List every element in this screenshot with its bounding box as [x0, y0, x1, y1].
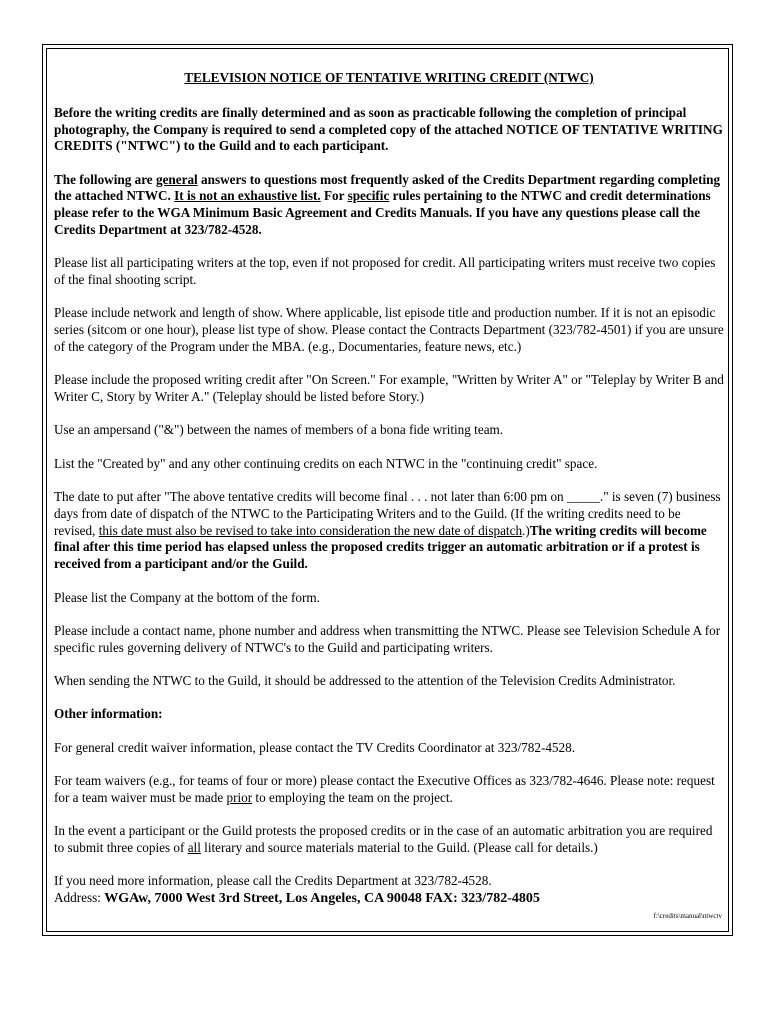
protest-text-1: In the event a participant or the Guild protests the proposed credits or in the case of an automatic arbitration you are required to submit three copies of [54, 822, 713, 855]
faq-underline-general: general [155, 171, 198, 187]
document-title: TELEVISION NOTICE OF TENTATIVE WRITING CREDIT (NTWC) [184, 70, 594, 85]
faq-underline-not-exhaustive: It is not an exhaustive list. [174, 188, 321, 204]
waiver-paragraph: For general credit waiver information, please contact the TV Credits Coordinator at 323/782-4528. [54, 739, 576, 755]
ampersand-paragraph: Use an ampersand ("&") between the names of members of a bona fide writing team. [54, 422, 504, 438]
team-underline-prior: prior [226, 789, 253, 805]
more-info-line: If you need more information, please call the Credits Department at 323/782-4528. [54, 873, 492, 888]
network-paragraph: Please include network and length of show. Where applicable, list episode title and production number. If it is not an episodic series (sitcom or one hour), please list type of show. Please contact the Contracts Department (323/782-4501) if you are unsure of the category of the Program under the MBA. (e.g., Documentaries, feature news, etc.) [54, 305, 724, 355]
faq-text-2: answers to questions most frequently asked of the Credits Department regarding completing the attached NTWC. [54, 171, 721, 204]
protest-underline-all: all [187, 839, 201, 855]
team-waiver-paragraph [54, 773, 724, 807]
document-body [54, 70, 724, 908]
file-reference: f:\credits\manual\ntwctv [653, 912, 722, 920]
protest-paragraph [54, 823, 724, 857]
faq-underline-specific: specific [347, 188, 390, 204]
faq-text-1: The following are [54, 171, 156, 187]
on-screen-paragraph: Please include the proposed writing credit after "On Screen." For example, "Written by Writer A" or "Teleplay by Writer B and Writer C, Story by Writer A." (Teleplay should be listed before Story.) [54, 372, 724, 405]
team-text-1: For team waivers (e.g., for teams of four or more) please contact the Executive Offices as 323/782-4646. Please note: request for a team waiver must be made [54, 772, 715, 805]
faq-paragraph [54, 172, 724, 239]
date-underline: this date must also be revised to take into consideration the new date of dispatch [98, 522, 523, 538]
address-label: Address: [54, 889, 105, 905]
faq-text-4: rules pertaining to the NTWC and credit determinations please refer to the WGA Minimum Basic Agreement and Credits Manuals. If you have any questions please call the Credits Department at 323/782-4528. [54, 188, 711, 238]
date-text-2: .) [522, 522, 530, 538]
other-info-heading: Other information: [54, 706, 163, 722]
intro-paragraph: Before the writing credits are finally determined and as soon as practicable following the completion of principal photography, the Company is required to send a completed copy of the attached NOTICE OF TENTATIVE WRITING CREDITS ("NTWC") to the Guild and to each participant. [54, 104, 723, 154]
writers-paragraph: Please list all participating writers at the top, even if not proposed for credit. All participating writers must receive two copies of the final shooting script. [54, 255, 716, 288]
contact-paragraph: Please include a contact name, phone number and address when transmitting the NTWC. Please see Television Schedule A for specific rules governing delivery of NTWC's to the Guild and participating writers. [54, 622, 721, 655]
date-paragraph [54, 489, 724, 573]
company-paragraph: Please list the Company at the bottom of the form. [54, 589, 320, 605]
date-text-1: The date to put after "The above tentative credits will become final . . . not later than 6:00 pm on _____." is seven (7) business days from date of dispatch of the NTWC to the Participating Writers and to the Guild. (If the writing credits need to be revised, [54, 489, 721, 538]
created-by-paragraph: List the "Created by" and any other continuing credits on each NTWC in the "continuing credit" space. [54, 455, 598, 471]
address-value: WGAw, 7000 West 3rd Street, Los Angeles, CA 90048 FAX: 323/782-4805 [104, 890, 540, 906]
sending-paragraph: When sending the NTWC to the Guild, it should be addressed to the attention of the Television Credits Administrator. [54, 672, 676, 688]
protest-text-2: literary and source materials material to the Guild. (Please call for details.) [200, 839, 598, 855]
address-line [54, 890, 724, 908]
team-text-2: to employing the team on the project. [252, 789, 453, 805]
date-bold: The writing credits will become final after this time period has elapsed unless the proposed credits trigger an automatic arbitration or if a protest is received from a participant and/or the Guild. [54, 522, 707, 572]
faq-text-3: For [320, 188, 348, 204]
